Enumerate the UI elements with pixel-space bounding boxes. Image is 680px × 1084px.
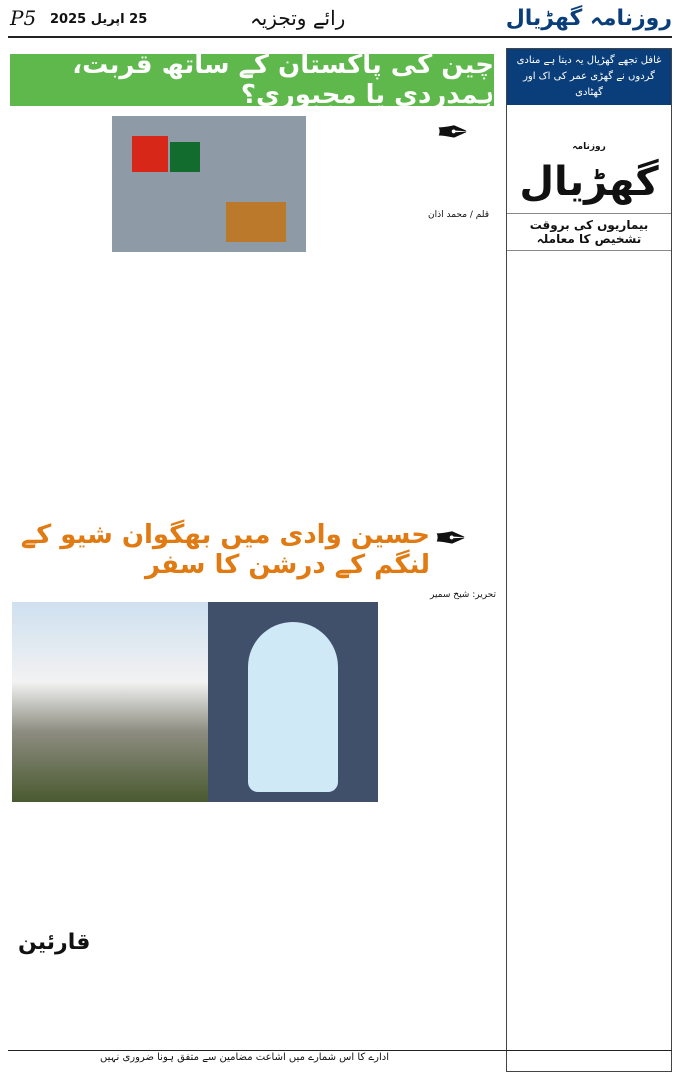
sidebar-article-title: بیماریوں کی بروقت تشخیص کا معاملہ <box>507 213 671 251</box>
pakistan-flag <box>170 142 200 172</box>
sidebar-logo-text: گھڑیال <box>519 159 659 205</box>
readers-box-title: قارئین <box>18 930 91 955</box>
article1-headline: چین کی پاکستان کے ساتھ قربت، ہمدردی یا مجبوری؟ <box>10 54 494 106</box>
china-flag <box>132 136 168 172</box>
pilgrims-mountain-photo <box>12 602 208 802</box>
slogan-line-1: غافل تجھے گھڑیال یہ دیتا ہے منادی <box>516 55 662 66</box>
issue-date: 25 اپریل 2025 <box>50 12 148 27</box>
pen-icon: ✒ <box>436 110 470 156</box>
slogan-line-2: گردوں نے گھڑی عمر کی اک اور گھٹادی <box>523 71 655 98</box>
article2-byline: تحریر: شیخ سمیر <box>430 590 496 600</box>
page-number: P5 <box>10 6 37 30</box>
ice-lingam-photo <box>208 602 378 802</box>
sidebar <box>506 48 672 1072</box>
article1-column <box>10 116 106 516</box>
train-seat <box>226 202 286 242</box>
sidebar-slogan <box>507 49 671 105</box>
sidebar-logo <box>507 105 671 213</box>
section-title: رائے وتجزیہ <box>250 6 346 30</box>
pen-icon: ✒ <box>434 516 468 562</box>
sidebar-logo-prefix: روزنامہ <box>572 142 606 152</box>
article1-byline: قلم / محمد اذان <box>428 210 490 220</box>
article2-headline: حسین وادی میں بھگوان شیو کے لنگم کے درشن کا سفر <box>20 520 430 580</box>
masthead-logo: روزنامہ گھڑیال <box>505 6 672 31</box>
footer-divider <box>8 1050 672 1051</box>
ice-lingam <box>248 622 338 792</box>
metro-train-photo <box>112 116 306 252</box>
header-divider <box>8 36 672 38</box>
footer-disclaimer: ادارے کا اس شمارے میں اشاعت مضامین سے متفق ہونا ضروری نہیں <box>100 1052 390 1063</box>
